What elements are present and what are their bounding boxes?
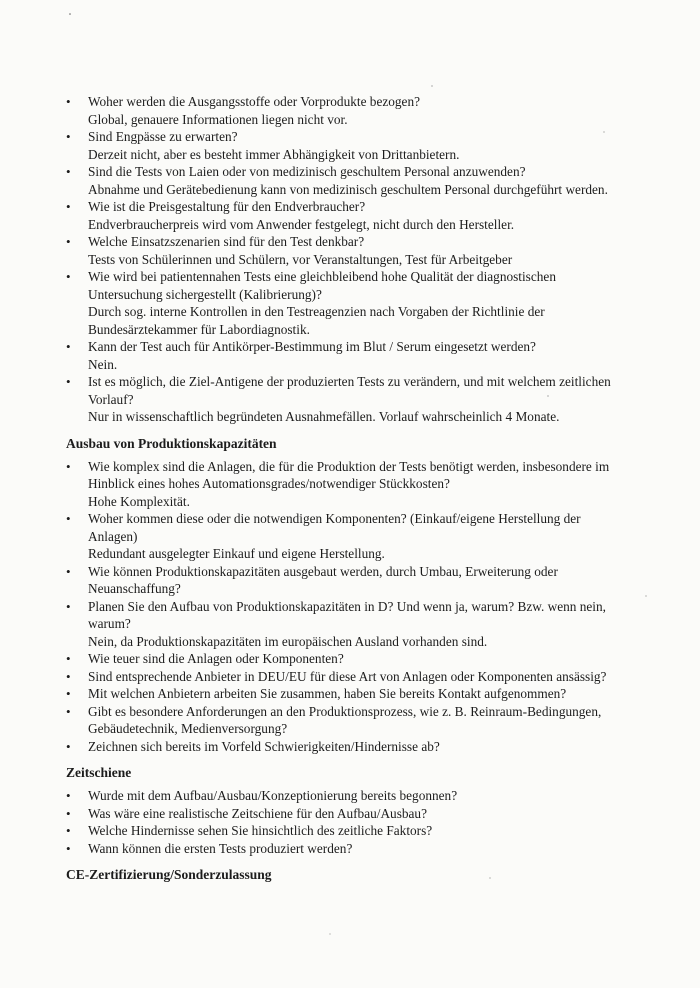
answer-text: Tests von Schülerinnen und Schülern, vor Veranstaltungen, Test für Arbeitgeber bbox=[88, 251, 513, 267]
bullet-icon: • bbox=[66, 269, 71, 284]
question-text: Ist es möglich, die Ziel-Antigene der produzierten Tests zu verändern, und mit welchem zeitlichen Vorlauf? bbox=[88, 374, 611, 407]
bullet-icon: • bbox=[66, 94, 71, 109]
list-item bbox=[66, 668, 626, 686]
bullet-icon: • bbox=[66, 651, 71, 666]
list-item bbox=[66, 787, 626, 805]
answer-text: Hohe Komplexität. bbox=[88, 493, 190, 509]
list-item bbox=[66, 822, 626, 840]
question-text: Welche Einsatzszenarien sind für den Test denkbar? bbox=[88, 234, 365, 249]
question-text: Gibt es besondere Anforderungen an den Produktionsprozess, wie z. B. Reinraum-Bedingungen, Gebäudetechnik, Medienversorgung? bbox=[88, 703, 602, 736]
answer-text: Derzeit nicht, aber es besteht immer Abhängigkeit von Drittanbietern. bbox=[88, 146, 460, 162]
bullet-icon: • bbox=[66, 788, 71, 803]
answer-text: Nur in wissenschaftlich begründeten Ausnahmefällen. Vorlauf wahrscheinlich 4 Monate. bbox=[88, 409, 560, 424]
question-text: Wie können Produktionskapazitäten ausgebaut werden, durch Umbau, Erweiterung oder Neuanschaffung? bbox=[88, 563, 558, 596]
list-item bbox=[66, 93, 626, 128]
timeline-question-list bbox=[66, 787, 626, 857]
intro-question-list bbox=[66, 93, 626, 426]
question-text: Woher werden die Ausgangsstoffe oder Vorprodukte bezogen? bbox=[88, 94, 420, 109]
list-item bbox=[66, 840, 626, 858]
document-content bbox=[66, 93, 626, 889]
bullet-icon: • bbox=[66, 598, 71, 614]
question-text: Zeichnen sich bereits im Vorfeld Schwierigkeiten/Hindernisse ab? bbox=[88, 738, 440, 754]
bullet-icon: • bbox=[66, 234, 71, 249]
list-item bbox=[66, 703, 626, 738]
list-item bbox=[66, 685, 626, 703]
heading-ce-certification: CE-Zertifizierung/Sonderzulassung bbox=[66, 867, 272, 882]
bullet-icon: • bbox=[66, 458, 71, 474]
list-item bbox=[66, 233, 626, 268]
bullet-icon: • bbox=[66, 164, 71, 179]
list-item bbox=[66, 338, 626, 373]
list-item bbox=[66, 738, 626, 756]
answer-text: Endverbraucherpreis wird vom Anwender festgelegt, nicht durch den Hersteller. bbox=[88, 216, 515, 232]
bullet-icon: • bbox=[66, 511, 71, 526]
list-item bbox=[66, 458, 626, 511]
heading-timeline: Zeitschiene bbox=[66, 765, 132, 780]
bullet-icon: • bbox=[66, 703, 71, 719]
question-text: Mit welchen Anbietern arbeiten Sie zusammen, haben Sie bereits Kontakt aufgenommen? bbox=[88, 686, 567, 701]
list-item bbox=[66, 510, 626, 563]
question-text: Wie komplex sind die Anlagen, die für die Produktion der Tests benötigt werden, insbesondere im Hinblick eines hohes Automationsgrades/notwendiger Stückkosten? bbox=[88, 458, 610, 491]
bullet-icon: • bbox=[66, 129, 71, 144]
question-text: Wie teuer sind die Anlagen oder Komponenten? bbox=[88, 651, 344, 666]
question-text: Wie ist die Preisgestaltung für den Endverbraucher? bbox=[88, 199, 366, 214]
question-text: Welche Hindernisse sehen Sie hinsichtlich des zeitliche Faktors? bbox=[88, 823, 433, 838]
answer-text: Nein. bbox=[88, 356, 118, 372]
question-text: Sind Engpässe zu erwarten? bbox=[88, 129, 238, 144]
question-text: Kann der Test auch für Antikörper-Bestimmung im Blut / Serum eingesetzt werden? bbox=[88, 339, 536, 354]
question-text: Wie wird bei patientennahen Tests eine gleichbleibend hohe Qualität der diagnostischen Untersuchung sichergestellt (Kalibrierung)? bbox=[88, 269, 556, 302]
answer-text: Nein, da Produktionskapazitäten im europäischen Ausland vorhanden sind. bbox=[88, 633, 488, 649]
heading-production-capacity: Ausbau von Produktionskapazitäten bbox=[66, 435, 277, 451]
question-text: Wurde mit dem Aufbau/Ausbau/Konzeptionierung bereits begonnen? bbox=[88, 788, 458, 803]
question-text: Wann können die ersten Tests produziert werden? bbox=[88, 840, 353, 856]
bullet-icon: • bbox=[66, 374, 71, 389]
list-item bbox=[66, 128, 626, 163]
answer-text: Durch sog. interne Kontrollen in den Testreagenzien nach Vorgaben der Richtlinie der Bundesärztekammer für Labordiagnostik. bbox=[88, 304, 545, 337]
production-question-list bbox=[66, 458, 626, 756]
list-item bbox=[66, 563, 626, 598]
list-item bbox=[66, 650, 626, 668]
question-text: Was wäre eine realistische Zeitschiene für den Aufbau/Ausbau? bbox=[88, 805, 427, 821]
bullet-icon: • bbox=[66, 840, 71, 856]
bullet-icon: • bbox=[66, 199, 71, 214]
bullet-icon: • bbox=[66, 805, 71, 821]
bullet-icon: • bbox=[66, 668, 71, 684]
answer-text: Global, genauere Informationen liegen nicht vor. bbox=[88, 111, 348, 127]
question-text: Woher kommen diese oder die notwendigen Komponenten? (Einkauf/eigene Herstellung der Anlagen) bbox=[88, 511, 581, 544]
bullet-icon: • bbox=[66, 339, 71, 354]
list-item bbox=[66, 373, 626, 426]
list-item bbox=[66, 198, 626, 233]
bullet-icon: • bbox=[66, 823, 71, 838]
bullet-icon: • bbox=[66, 563, 71, 579]
bullet-icon: • bbox=[66, 738, 71, 754]
list-item bbox=[66, 163, 626, 198]
bullet-icon: • bbox=[66, 686, 71, 701]
list-item bbox=[66, 268, 626, 338]
list-item bbox=[66, 805, 626, 823]
answer-text: Abnahme und Gerätebedienung kann von medizinisch geschultem Personal durchgeführt werden. bbox=[88, 181, 608, 197]
answer-text: Redundant ausgelegter Einkauf und eigene Herstellung. bbox=[88, 546, 385, 561]
question-text: Planen Sie den Aufbau von Produktionskapazitäten in D? Und wenn ja, warum? Bzw. wenn nein, warum? bbox=[88, 598, 606, 631]
question-text: Sind die Tests von Laien oder von medizinisch geschultem Personal anzuwenden? bbox=[88, 164, 526, 179]
question-text: Sind entsprechende Anbieter in DEU/EU für diese Art von Anlagen oder Komponenten ansässig? bbox=[88, 668, 607, 684]
list-item bbox=[66, 598, 626, 651]
